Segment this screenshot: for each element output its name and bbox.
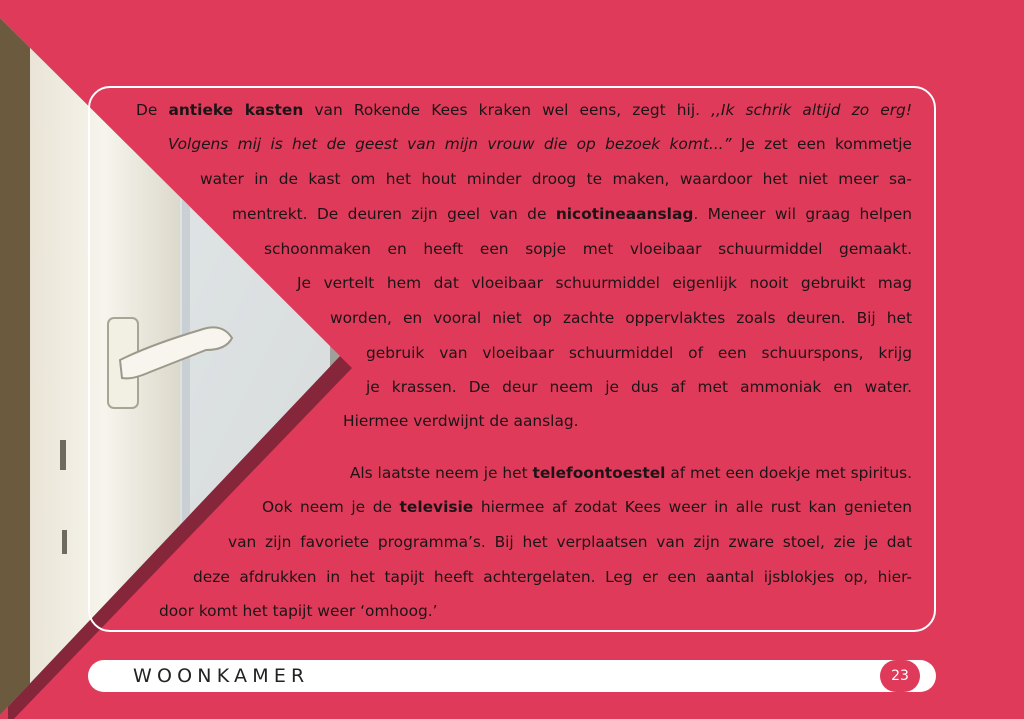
text-line: schoonmaken en heeft een sopje met vloeibaar schuurmiddel gemaakt. [264, 240, 912, 258]
text-line: Als laatste neem je het telefoontoestel af met een doekje met spiritus. [349, 464, 912, 482]
text-line: water in de kast om het hout minder droog te maken, waardoor het niet meer sa- [200, 170, 912, 188]
text-line: deze afdrukken in het tapijt heeft achtergelaten. Leg er een aantal ijsblokjes op, hier- [193, 568, 912, 586]
text-line: De antieke kasten van Rokende Kees kraken wel eens, zegt hij. ,,Ik schrik altijd zo erg! [136, 101, 912, 119]
text-line: Volgens mij is het de geest van mijn vrouw die op bezoek komt...” Je zet een kommetje [168, 135, 912, 153]
text-line: door komt het tapijt weer ‘omhoog.’ [159, 602, 438, 620]
text-line: Je vertelt hem dat vloeibaar schuurmiddel eigenlijk nooit gebruikt mag [297, 274, 912, 292]
text-line: Hiermee verdwijnt de aanslag. [343, 412, 579, 430]
section-title: WOONKAMER [133, 665, 310, 687]
text-line: mentrekt. De deuren zijn geel van de nicotineaanslag. Meneer wil graag helpen [232, 205, 913, 223]
text-line: gebruik van vloeibaar schuurmiddel of een schuurspons, krijg [366, 344, 912, 362]
text-line: worden, en vooral niet op zachte oppervlaktes zoals deuren. Bij het [330, 309, 912, 327]
page-number: 23 [880, 660, 920, 692]
text-line: je krassen. De deur neem je dus af met ammoniak en water. [366, 378, 912, 396]
text-line: Ook neem je de televisie hiermee af zodat Kees weer in alle rust kan genieten [262, 498, 912, 516]
text-line: van zijn favoriete programma’s. Bij het verplaatsen van zijn zware stoel, zie je dat [228, 533, 912, 551]
